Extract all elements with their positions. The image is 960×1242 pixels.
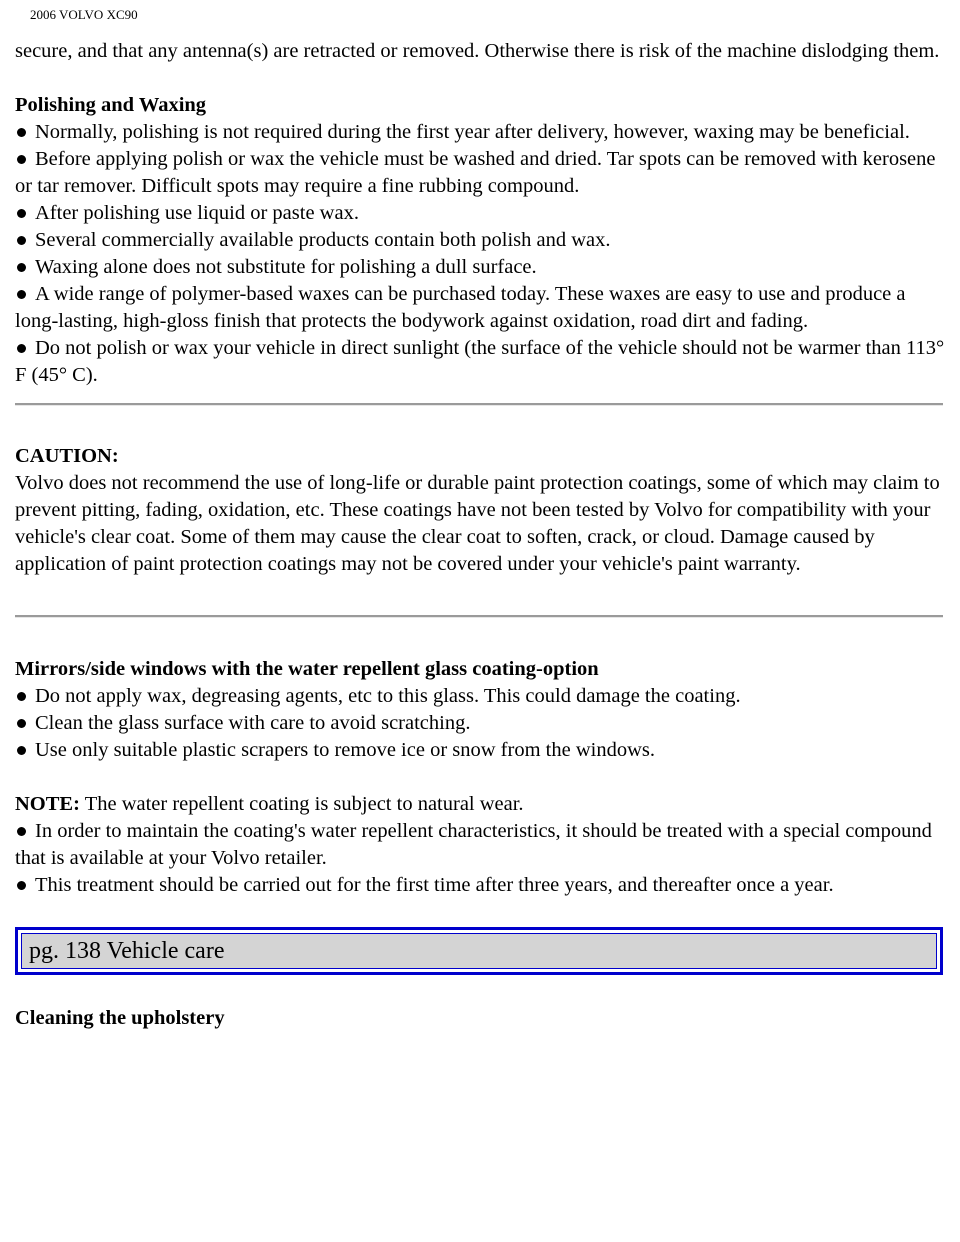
mirrors-heading: Mirrors/side windows with the water repellent glass coating-option	[15, 658, 599, 680]
bullet-icon	[17, 881, 26, 890]
note-paragraph	[15, 791, 945, 818]
list-item-text: Before applying polish or wax the vehicle must be washed and dried. Tar spots can be removed with kerosene or tar remover. Difficult spots may require a fine rubbing compound.	[15, 148, 936, 197]
list-item-text: A wide range of polymer-based waxes can be purchased today. These waxes are easy to use and produce a long-lasting, high-gloss finish that protects the bodywork against oxidation, road dirt and fading.	[15, 283, 906, 332]
list-item-text: After polishing use liquid or paste wax.	[35, 202, 359, 224]
list-item	[15, 281, 945, 335]
list-item-text: Normally, polishing is not required during the first year after delivery, however, waxing may be beneficial.	[35, 121, 910, 143]
list-item-text: Do not apply wax, degreasing agents, etc to this glass. This could damage the coating.	[35, 685, 741, 707]
list-item	[15, 200, 945, 227]
list-item-text: Use only suitable plastic scrapers to remove ice or snow from the windows.	[35, 739, 655, 761]
list-item	[15, 119, 945, 146]
list-item	[15, 146, 945, 200]
list-item-text: Clean the glass surface with care to avoid scratching.	[35, 712, 471, 734]
bullet-icon	[17, 344, 26, 353]
list-item-text: Waxing alone does not substitute for polishing a dull surface.	[35, 256, 537, 278]
list-item	[15, 872, 945, 899]
list-item-text: This treatment should be carried out for the first time after three years, and thereafter once a year.	[35, 874, 834, 896]
list-item	[15, 710, 945, 737]
note-label: NOTE:	[15, 793, 80, 815]
document-header-title: 2006 VOLVO XC90	[30, 7, 138, 22]
polishing-heading: Polishing and Waxing	[15, 94, 207, 116]
bullet-icon	[17, 827, 26, 836]
intro-paragraph: secure, and that any antenna(s) are retracted or removed. Otherwise there is risk of the machine dislodging them.	[15, 40, 940, 62]
bullet-icon	[17, 263, 26, 272]
bullet-icon	[17, 236, 26, 245]
list-item-text: Do not polish or wax your vehicle in direct sunlight (the surface of the vehicle should not be warmer than 113° F (45° C).	[15, 337, 945, 386]
caution-text: Volvo does not recommend the use of long-life or durable paint protection coatings, some of which may claim to prevent pitting, fading, oxidation, etc. These coatings have not been tested by Volvo for compatibility with your vehicle's clear coat. Some of them may cause the clear coat to soften, crack, or cloud. Damage caused by application of paint protection coatings may not be covered under your vehicle's paint warranty.	[15, 472, 940, 575]
page-content	[15, 38, 945, 1032]
list-item	[15, 335, 945, 389]
list-item	[15, 254, 945, 281]
bullet-icon	[17, 128, 26, 137]
page-banner-label: pg. 138 Vehicle care	[21, 933, 937, 969]
caution-heading: CAUTION:	[15, 445, 119, 467]
list-item	[15, 818, 945, 872]
bullet-icon	[17, 290, 26, 299]
upholstery-heading: Cleaning the upholstery	[15, 1007, 225, 1029]
note-text: The water repellent coating is subject to natural wear.	[79, 793, 524, 815]
list-item	[15, 737, 945, 764]
bullet-icon	[17, 746, 26, 755]
list-item-text: Several commercially available products contain both polish and wax.	[35, 229, 611, 251]
list-item	[15, 683, 945, 710]
bullet-icon	[17, 719, 26, 728]
bullet-icon	[17, 692, 26, 701]
list-item	[15, 227, 945, 254]
bullet-icon	[17, 155, 26, 164]
page-banner	[15, 927, 943, 975]
list-item-text: In order to maintain the coating's water repellent characteristics, it should be treated with a special compound that is available at your Volvo retailer.	[15, 820, 932, 869]
bullet-icon	[17, 209, 26, 218]
